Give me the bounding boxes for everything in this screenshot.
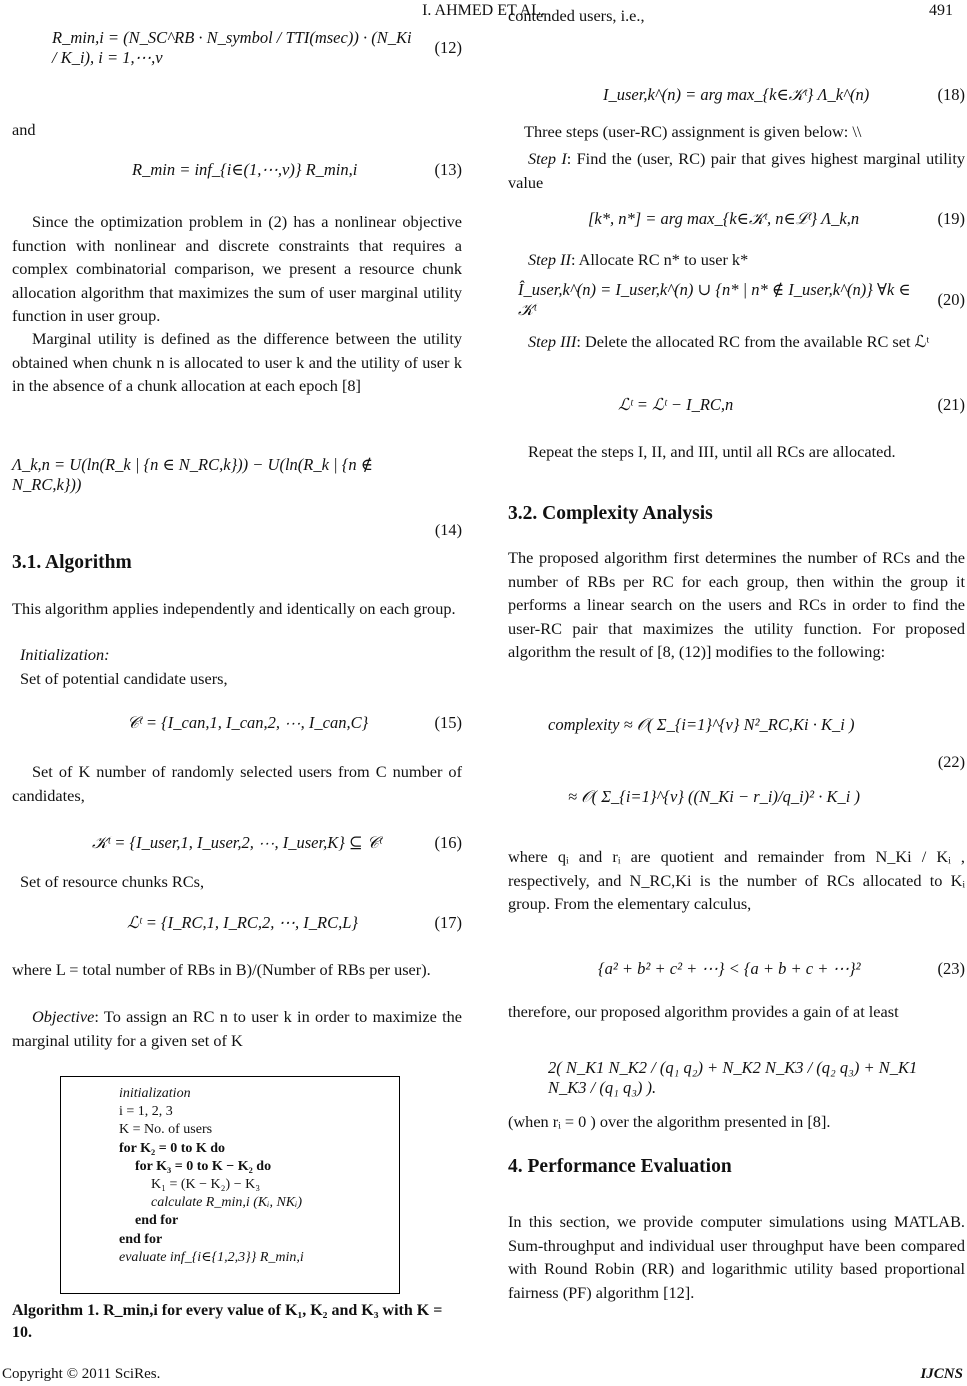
equation-22-line-1: complexity ≈ 𝒪( Σ_{i=1}^{ν} N²_RC,Ki · K_i ) <box>548 715 855 734</box>
label-step-3: Step III <box>528 332 577 351</box>
equation-16: 𝒦ᵗ = {I_user,1, I_user,2, ⋯, I_user,K} ⊆ 𝒞ᵗ (16) <box>92 833 462 852</box>
paragraph: : Delete the allocated RC from the available RC set ℒᵗ <box>576 332 930 351</box>
paragraph: This algorithm applies independently and identically on each group. <box>12 599 456 618</box>
algo-line: evaluate inf_{i∈{1,2,3}} R_min,i <box>119 1249 304 1265</box>
paragraph: : Find the (user, RC) pair that gives highest marginal utility value <box>508 149 965 192</box>
paragraph: Set of K number of randomly selected users from C number of candidates, <box>12 762 462 805</box>
paragraph: : Allocate RC n* to user k* <box>570 250 749 269</box>
paragraph: where L = total number of RBs in B)/(Number of RBs per user). <box>12 960 431 979</box>
algo-line: initialization <box>119 1086 191 1101</box>
label-step-1: Step I <box>528 149 567 168</box>
paragraph: Set of potential candidate users, <box>20 669 228 688</box>
copyright: Copyright © 2011 SciRes. <box>2 1366 161 1382</box>
algo-line: K = No. of users <box>119 1122 213 1138</box>
algo-line: i = 1, 2, 3 <box>119 1104 173 1120</box>
algorithm-box <box>60 1076 400 1294</box>
equation-20: Î_user,k^(n) = I_user,k^(n) ∪ {n* | n* ∉ I_user,k^(n)} ∀k ∈ 𝒦ᵗ (20) <box>518 280 965 319</box>
running-header: I. AHMED ET AL. <box>422 2 545 19</box>
paragraph: In this section, we provide computer simulations using MATLAB. Sum-throughput and individual user throughput have been compared with Round Robin (RR) and logarithmic utility based proportional fairness (PF) algorithm [12]. <box>508 1212 965 1302</box>
section-heading: 3.2. Complexity Analysis <box>508 503 713 524</box>
section-heading: 3.1. Algorithm <box>12 552 132 573</box>
label-step-2: Step II <box>528 250 571 269</box>
equation-21: ℒᵗ = ℒᵗ − I_RC,n (21) <box>618 395 965 414</box>
equation-12: R_min,i = (N_SC^RB · N_symbol / TTI(msec)) · (N_Ki / K_i), i = 1,⋯,ν (12) <box>52 28 462 67</box>
algorithm-caption: Algorithm 1. R_min,i for every value of K₁, K₂ and K₃ with K = 10. <box>12 1302 443 1341</box>
algo-line: end for <box>135 1213 179 1229</box>
equation-23: {a² + b² + c² + ⋯} < {a + b + c + ⋯}² (23) <box>598 959 965 978</box>
algo-line: for K₃ = 0 to K − K₂ do <box>135 1158 272 1174</box>
equation-15: 𝒞ᵗ = {I_can,1, I_can,2, ⋯, I_can,C} (15) <box>127 713 462 732</box>
algo-line: end for <box>119 1231 163 1247</box>
equation-number: (22) <box>937 752 965 771</box>
page-number: 491 <box>929 2 953 19</box>
label-initialization: Initialization: <box>20 645 110 664</box>
text-and: and <box>12 120 36 139</box>
paragraph: Marginal utility is defined as the difference between the utility obtained when chunk n is allocated to user k and the utility of user k in the absence of a chunk allocation at each epoch [8] <box>12 329 462 396</box>
paragraph: contended users, i.e., <box>508 6 645 25</box>
paragraph: where qᵢ and rᵢ are quotient and remainder from N_Ki / Kᵢ , respectively, and N_RC,Ki is the number of RCs allocated to Kᵢ group. From the elementary calculus, <box>508 847 965 914</box>
algo-line: for K₂ = 0 to K do <box>119 1140 226 1156</box>
equation-19: [k*, n*] = arg max_{k∈𝒦ᵗ, n∈ℒᵗ} Λ_k,n (19) <box>588 209 965 228</box>
equation-number: (14) <box>434 520 462 539</box>
paragraph: Repeat the steps I, II, and III, until all RCs are allocated. <box>528 442 896 461</box>
paragraph: (when rᵢ = 0 ) over the algorithm presented in [8]. <box>508 1112 831 1131</box>
paragraph: The proposed algorithm first determines the number of RCs and the number of RBs per RC for each group, then within the group it performs a linear search on the users and RCs in order to find the user-RC pair that maximizes the utility function. For proposed algorithm the result of [8, (12)] modifies to the following: <box>508 548 965 662</box>
paragraph: Set of resource chunks RCs, <box>20 872 205 891</box>
paragraph: Three steps (user-RC) assignment is given below: \\ <box>524 122 862 141</box>
journal-name: IJCNS <box>920 1366 963 1382</box>
equation-18: I_user,k^(n) = arg max_{k∈𝒦ᵗ} Λ_k^(n) (18) <box>603 85 965 104</box>
paragraph: Since the optimization problem in (2) has a nonlinear objective function with nonlinear and discrete constraints that requires a complex combinatorial comparison, we present a resource chunk allocation algorithm that maximizes the sum of user marginal utility function in user group. <box>12 212 462 326</box>
algo-line: K₁ = (K − K₂) − K₃ <box>151 1177 261 1193</box>
algo-line: calculate R_min,i (Kᵢ, NKᵢ) <box>151 1195 303 1211</box>
paragraph: therefore, our proposed algorithm provides a gain of at least <box>508 1002 899 1021</box>
section-heading: 4. Performance Evaluation <box>508 1156 732 1177</box>
equation-22-line-2: ≈ 𝒪( Σ_{i=1}^{ν} ((N_Ki − r_i)/q_i)² · K_i ) <box>568 787 860 806</box>
equation-gain: 2( N_K1 N_K2 / (q₁ q₂) + N_K2 N_K3 / (q₂ q₃) + N_K1 N_K3 / (q₁ q₃) ). <box>548 1058 918 1097</box>
equation-13: R_min = inf_{i∈(1,⋯,ν)} R_min,i (13) <box>132 160 462 179</box>
equation-14: Λ_k,n = U(ln(R_k | {n ∈ N_RC,k})) − U(ln(R_k | {n ∉ N_RC,k})) <box>12 455 373 494</box>
paragraph: Objective: To assign an RC n to user k in order to maximize the marginal utility for a given set of K <box>12 1007 462 1050</box>
equation-17: ℒᵗ = {I_RC,1, I_RC,2, ⋯, I_RC,L} (17) <box>127 913 462 932</box>
label-objective: Objective <box>32 1007 95 1026</box>
